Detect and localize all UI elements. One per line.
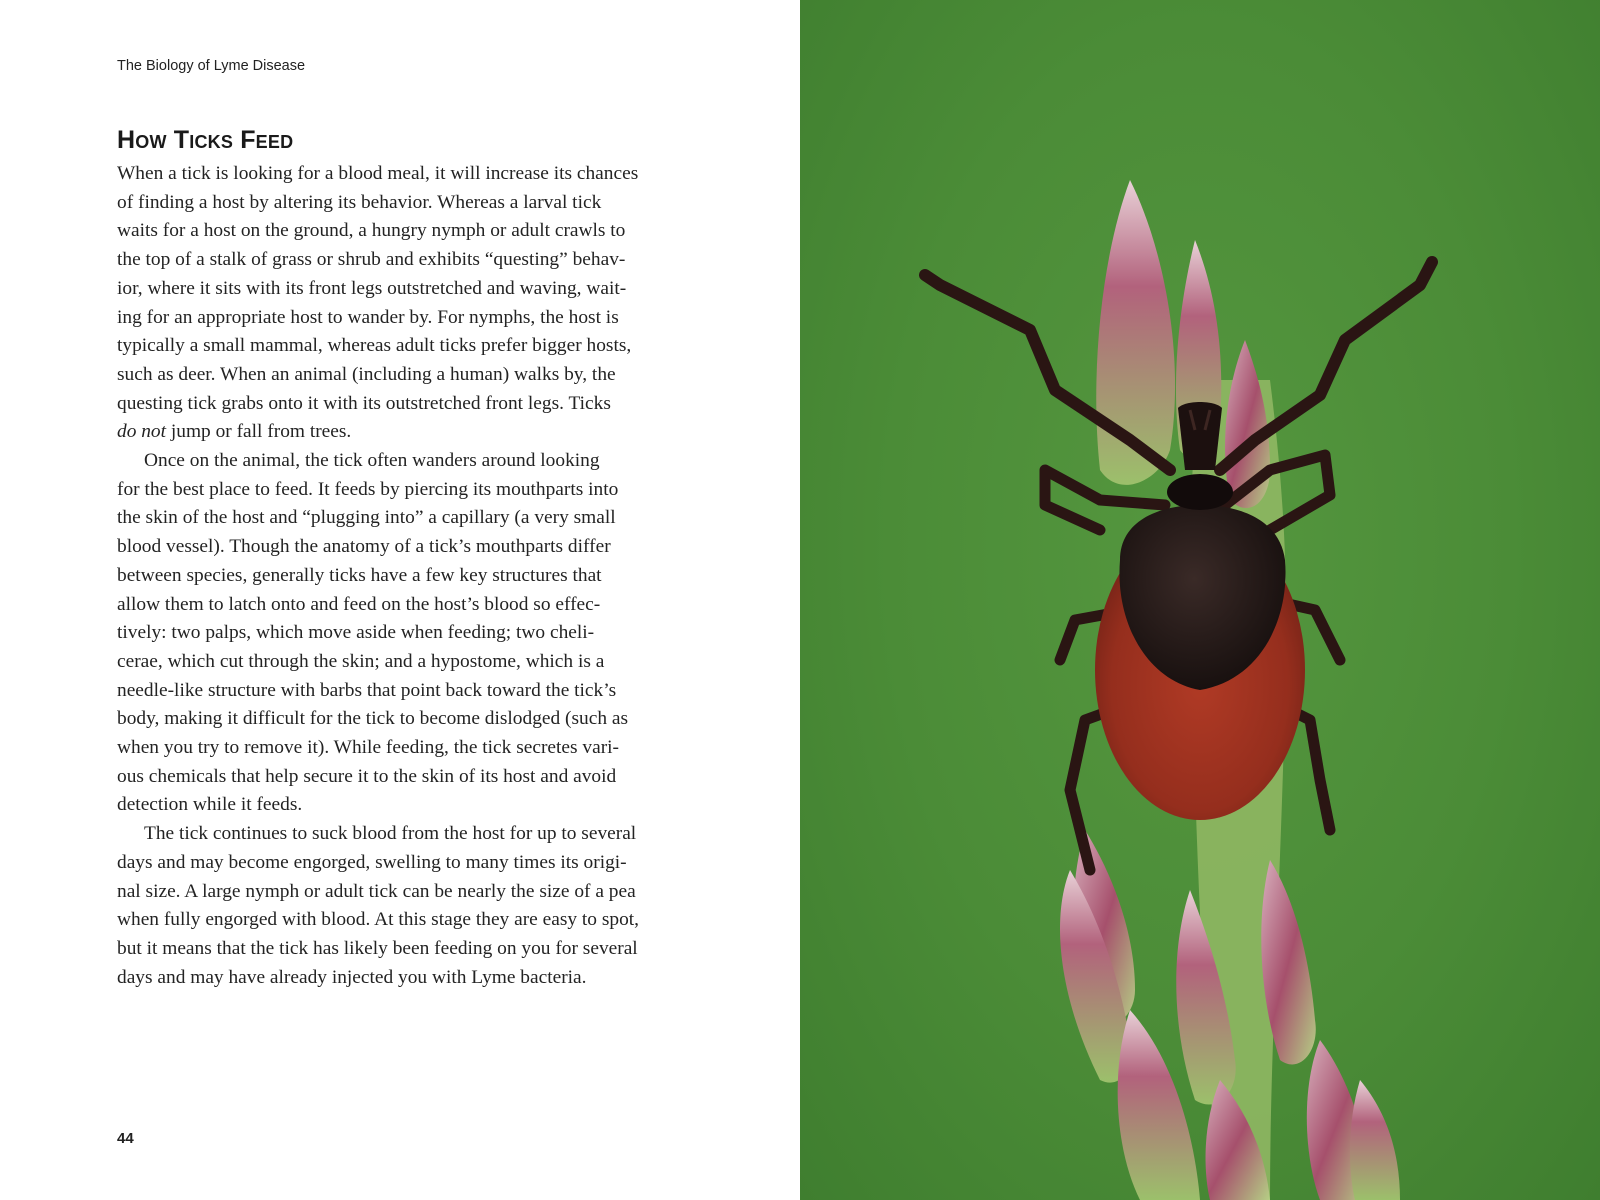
tick-on-grass-illustration xyxy=(800,0,1600,1200)
text-line: ous chemicals that help secure it to the skin of its host and avoid xyxy=(117,765,617,787)
text-line: of finding a host by altering its behavior. Whereas a larval tick xyxy=(117,191,602,213)
text-line: nal size. A large nymph or adult tick can be nearly the size of a pea xyxy=(117,880,636,902)
paragraph-3 xyxy=(117,820,689,992)
text-line: for the best place to feed. It feeds by piercing its mouthparts into xyxy=(117,478,619,500)
body-text xyxy=(117,160,689,992)
text-line: When a tick is looking for a blood meal, it will increase its chances xyxy=(117,163,639,184)
paragraph-1 xyxy=(117,160,689,447)
text-line: such as deer. When an animal (including a human) walks by, the xyxy=(117,363,616,385)
text-line: between species, generally ticks have a few key structures that xyxy=(117,564,602,586)
text-line: cerae, which cut through the skin; and a hypostome, which is a xyxy=(117,650,605,672)
page-number: 44 xyxy=(117,1130,134,1147)
text-line: days and may become engorged, swelling to many times its origi- xyxy=(117,851,627,873)
text-line: blood vessel). Though the anatomy of a tick’s mouthparts differ xyxy=(117,536,611,558)
text-line-rest: jump or fall from trees. xyxy=(166,421,352,443)
text-line: days and may have already injected you with Lyme bacteria. xyxy=(117,966,587,988)
text-line: typically a small mammal, whereas adult ticks prefer bigger hosts, xyxy=(117,335,632,357)
text-line: allow them to latch onto and feed on the host’s blood so effec- xyxy=(117,593,601,615)
text-line: the skin of the host and “plugging into” a capillary (a very small xyxy=(117,507,616,529)
paragraph-2 xyxy=(117,447,689,820)
text-line xyxy=(117,418,689,447)
text-line: needle-like structure with barbs that point back toward the tick’s xyxy=(117,679,617,701)
text-line: waits for a host on the ground, a hungry nymph or adult crawls to xyxy=(117,220,626,242)
text-line: questing tick grabs onto it with its outstretched front legs. Ticks xyxy=(117,392,611,414)
text-line: when fully engorged with blood. At this stage they are easy to spot, xyxy=(117,909,640,931)
text-line: but it means that the tick has likely been feeding on you for several xyxy=(117,937,638,959)
text-line: ior, where it sits with its front legs outstretched and waving, wait- xyxy=(117,277,627,299)
text-line: The tick continues to suck blood from the host for up to several xyxy=(144,823,637,845)
text-line: the top of a stalk of grass or shrub and exhibits “questing” behav- xyxy=(117,249,626,271)
tick-photo xyxy=(800,0,1600,1200)
running-head: The Biology of Lyme Disease xyxy=(117,58,306,74)
emphasis-text: do not xyxy=(117,421,167,443)
text-line: when you try to remove it). While feeding, the tick secretes vari- xyxy=(117,737,620,759)
text-line: tively: two palps, which move aside when feeding; two cheli- xyxy=(117,622,595,644)
text-line: body, making it difficult for the tick to become dislodged (such as xyxy=(117,708,629,730)
text-line: detection while it feeds. xyxy=(117,794,303,816)
text-line: ing for an appropriate host to wander by. For nymphs, the host is xyxy=(117,306,619,328)
text-line: Once on the animal, the tick often wanders around looking xyxy=(144,450,600,472)
section-title: How Ticks Feed xyxy=(117,126,294,154)
